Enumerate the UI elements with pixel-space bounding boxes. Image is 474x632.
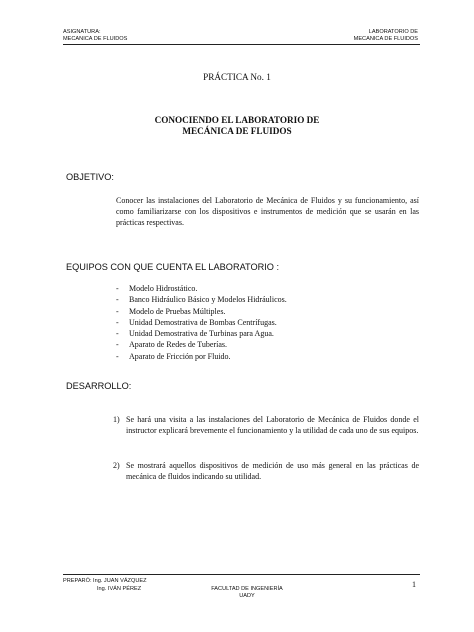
header-rule [63,44,420,45]
title-line-2: MECÁNICA DE FLUIDOS [182,126,292,136]
header-lab-label: LABORATORIO DE [368,29,418,35]
list-item: - Banco Hidráulico Básico y Modelos Hidráulicos. [116,295,287,305]
desarrollo-heading: DESARROLLO: [66,381,132,391]
header-subject-label: ASIGNATURA: [63,29,101,35]
header-lab-name: MECANICA DE FLUIDOS [353,36,418,42]
item-text: Se hará una visita a las instalaciones del Laboratorio de Mecánica de Fluidos donde el instructor explicará brevemente el funcionamiento y la utilidad de cada uno de sus equipos. [126,415,419,436]
header-subject-name: MECANICA DE FLUIDOS [63,36,128,42]
university-name: UADY [239,593,255,599]
item-number: 1) [113,415,120,424]
prepared-by: PREPARÓ: Ing. JUAN VÁZQUEZ [63,578,147,584]
footer-rule [63,574,420,575]
document-title [0,115,474,137]
faculty-name: FACULTAD DE INGENIERÍA [211,586,283,592]
list-item: - Aparato de Fricción por Fluido. [116,351,231,361]
equipos-list [116,283,287,362]
objetivo-heading: OBJETIVO: [66,172,114,182]
desarrollo-item-2 [113,460,419,482]
title-line-1: CONOCIENDO EL LABORATORIO DE [154,115,320,125]
item-number: 2) [113,461,120,470]
prepared-by-2: Ing. IVÁN PÉREZ [97,586,142,592]
faculty [0,586,474,600]
list-item: - Modelo de Pruebas Múltiples. [116,306,226,316]
header-left [63,29,127,43]
practice-number: PRÁCTICA No. 1 [203,72,271,82]
item-text: Se mostrará aquellos dispositivos de medición de uso más general en las prácticas de mecánica de fluidos indicando su utilidad. [126,461,419,482]
list-item: - Unidad Demostrativa de Turbinas para Agua. [116,329,274,339]
list-item: - Modelo Hidrostático. [116,284,198,293]
equipos-heading: EQUIPOS CON QUE CUENTA EL LABORATORIO : [66,262,280,272]
header-right [354,29,418,43]
page-number: 1 [412,580,416,589]
list-item: - Aparato de Redes de Tuberías. [116,340,227,350]
desarrollo-item-1 [113,414,419,436]
objetivo-text: Conocer las instalaciones del Laboratorio de Mecánica de Fluidos y su funcionamiento, así como familiarizarse con los dispositivos e instrumentos de medición que se usarán en las prácticas respectivas. [116,196,419,228]
list-item: - Unidad Demostrativa de Bombas Centrífugas. [116,317,277,327]
